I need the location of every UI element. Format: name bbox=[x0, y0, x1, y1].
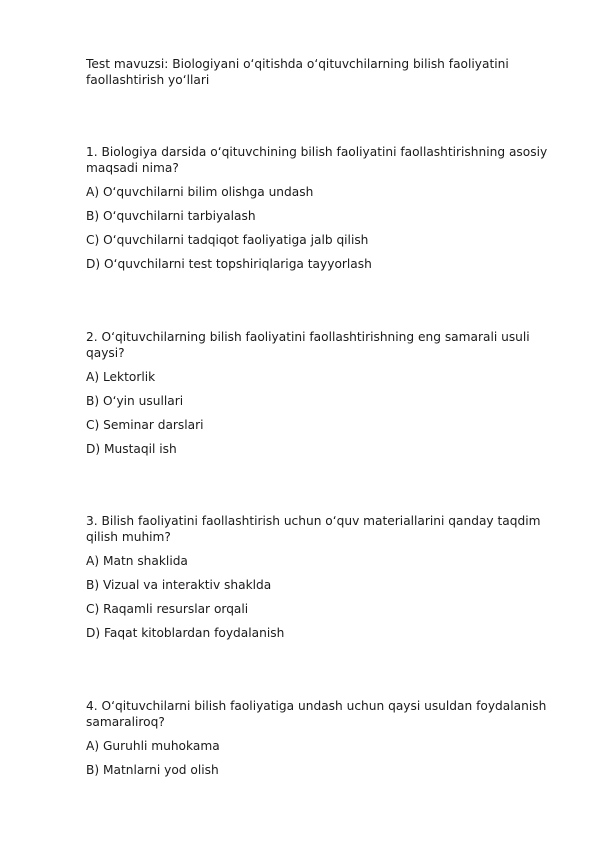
answer-option-a: A) Matn shaklida bbox=[86, 554, 188, 568]
document-title: Test mavuzsi: Biologiyani oʻqitishda oʻqituvchilarning bilish faoliyatini faollashtirish yoʻllari bbox=[86, 57, 509, 87]
answer-option-a: A) Guruhli muhokama bbox=[86, 739, 220, 753]
answer-option-a: A) Lektorlik bbox=[86, 370, 156, 384]
question-text: 3. Bilish faoliyatini faollashtirish uchun oʻquv materiallarini qanday taqdim qilish muhim? bbox=[86, 514, 541, 544]
answer-option-a: A) Oʻquvchilarni bilim olishga undash bbox=[86, 185, 314, 199]
answer-option-c: C) Seminar darslari bbox=[86, 418, 204, 432]
answer-option-b: B) Vizual va interaktiv shaklda bbox=[86, 578, 272, 592]
question-1 bbox=[86, 144, 556, 272]
question-3 bbox=[86, 513, 556, 641]
question-4 bbox=[86, 698, 556, 778]
answer-option-c: C) Oʻquvchilarni tadqiqot faoliyatiga jalb qilish bbox=[86, 233, 369, 247]
document-page bbox=[86, 56, 556, 777]
answer-option-b: B) Oʻyin usullari bbox=[86, 394, 184, 408]
question-text: 2. Oʻqituvchilarning bilish faoliyatini faollashtirishning eng samarali usuli qaysi? bbox=[86, 330, 530, 360]
answer-option-d: D) Oʻquvchilarni test topshiriqlariga tayyorlash bbox=[86, 257, 372, 271]
answer-option-c: C) Raqamli resurslar orqali bbox=[86, 602, 249, 616]
question-text: 4. Oʻqituvchilarni bilish faoliyatiga undash uchun qaysi usuldan foydalanish samaraliroq? bbox=[86, 699, 547, 729]
answer-option-b: B) Matnlarni yod olish bbox=[86, 763, 219, 777]
question-text: 1. Biologiya darsida oʻqituvchining bilish faoliyatini faollashtirishning asosiy maqsadi nima? bbox=[86, 145, 548, 175]
answer-option-b: B) Oʻquvchilarni tarbiyalash bbox=[86, 209, 256, 223]
answer-option-d: D) Mustaqil ish bbox=[86, 442, 177, 456]
answer-option-d: D) Faqat kitoblardan foydalanish bbox=[86, 626, 285, 640]
question-2 bbox=[86, 329, 556, 457]
